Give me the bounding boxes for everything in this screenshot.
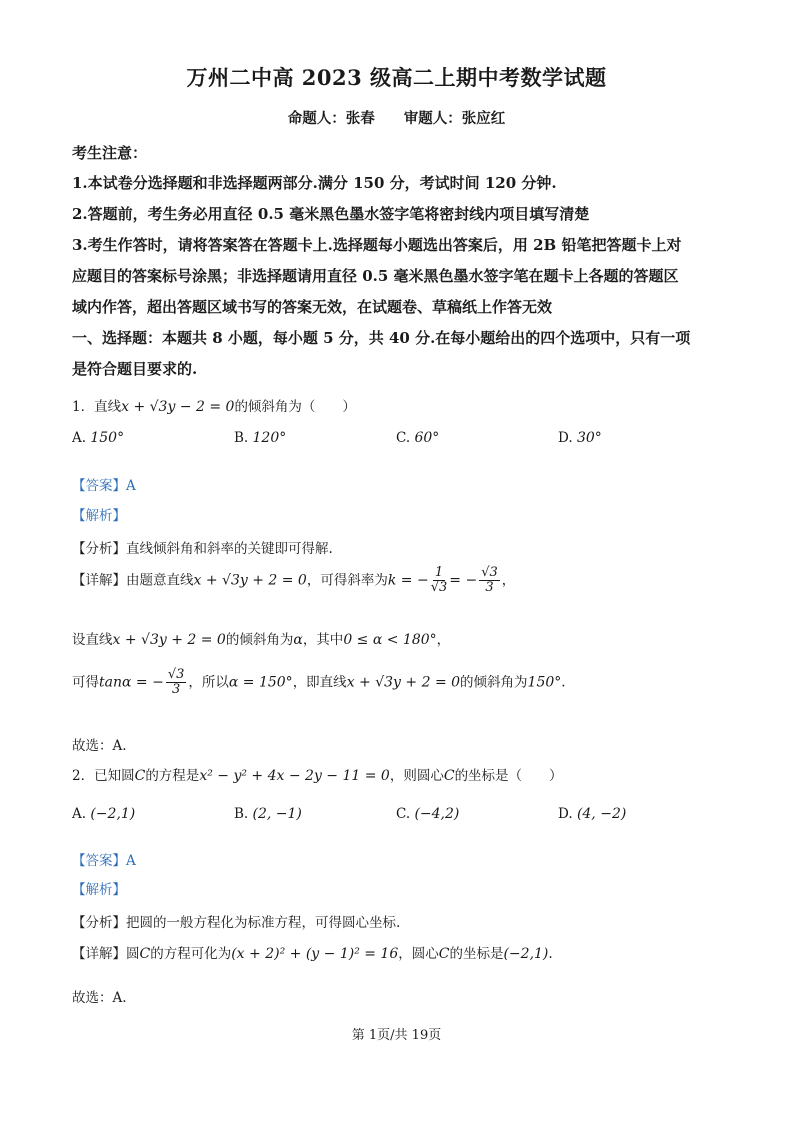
page-footer: 第 1页/共 19页 xyxy=(351,1028,442,1043)
numerator: 1 xyxy=(434,565,444,580)
q2-choice-d xyxy=(558,806,626,822)
q1-choice-d xyxy=(558,430,602,446)
equation: x² − y² + 4x − 2y − 11 = 0 xyxy=(199,768,390,784)
q2-conclusion: 故选：A. xyxy=(72,990,127,1006)
text: 【详解】由题意直线 xyxy=(72,572,194,589)
text: . xyxy=(561,674,566,691)
text: 的坐标是 xyxy=(449,946,504,962)
equation: C xyxy=(443,768,455,784)
text: ，圆心 xyxy=(398,946,439,962)
text: 的方程是 xyxy=(145,768,200,784)
notice-heading: 考生注意： xyxy=(72,144,148,162)
q1-line3 xyxy=(72,668,566,698)
equation: C xyxy=(134,768,146,784)
equation: x + √3y + 2 = 0 xyxy=(346,674,461,691)
notice-line-3b: 应题目的答案标号涂黑；非选择题请用直径 0.5 毫米黑色墨水签字笔在题卡上各题的答题区 xyxy=(72,267,679,285)
fraction xyxy=(431,566,448,596)
q2-choice-a xyxy=(72,806,135,822)
q1-conclusion: 故选：A. xyxy=(72,738,127,754)
numerator: √3 xyxy=(167,667,185,682)
choice-label: D. xyxy=(558,806,573,822)
choice-value: (4, −2) xyxy=(576,806,627,822)
text: . xyxy=(548,946,553,962)
authors-line xyxy=(0,107,793,128)
q2-detail xyxy=(72,942,553,962)
text: ，即直线 xyxy=(292,674,347,691)
q1-line2 xyxy=(72,628,450,648)
choice-label: B. xyxy=(234,430,249,446)
text: ，所以 xyxy=(188,674,229,691)
fraction xyxy=(166,668,187,698)
text: 的坐标是（ ） xyxy=(454,768,563,784)
notice-line-1: 1.本试卷分选择题和非选择题两部分.满分 150 分，考试时间 120 分钟. xyxy=(72,174,557,192)
text: 【详解】圆 xyxy=(72,946,140,962)
text: ，其中 xyxy=(302,632,344,648)
equation: = − xyxy=(449,572,478,589)
choice-label: A. xyxy=(72,806,87,822)
q1-equation: x + √3y − 2 = 0 xyxy=(121,399,235,415)
equation: C xyxy=(438,946,450,962)
q1-analysis: 【分析】直线倾斜角和斜率的关键即可得解. xyxy=(72,541,333,557)
exam-title: 万州二中高 2023 级高二上期中考数学试题 xyxy=(186,65,607,90)
denominator: √3 xyxy=(430,580,448,596)
text: 可得 xyxy=(72,674,99,691)
choice-label: C. xyxy=(396,430,411,446)
numerator: √3 xyxy=(481,565,498,580)
q2-analysis-tag: 【解析】 xyxy=(72,882,126,898)
choice-value: 150° xyxy=(90,430,125,446)
choice-value: (2, −1) xyxy=(252,806,302,822)
equation: C xyxy=(139,946,151,962)
choice-value: (−4,2) xyxy=(414,806,460,822)
denominator: 3 xyxy=(171,682,181,698)
text: ， xyxy=(436,632,451,648)
q1-post: 的倾斜角为（ ） xyxy=(234,399,356,415)
equation: α xyxy=(293,632,303,648)
text: 的倾斜角为 xyxy=(460,674,528,691)
choice-label: B. xyxy=(234,806,249,822)
text: ，可得斜率为 xyxy=(306,572,388,589)
equation: α = 150° xyxy=(228,674,293,691)
notice-line-2: 2.答题前，考生务必用直径 0.5 毫米黑色墨水签字笔将密封线内项目填写清楚 xyxy=(72,205,590,223)
choice-label: D. xyxy=(558,430,573,446)
q2-analysis: 【分析】把圆的一般方程化为标准方程，可得圆心坐标. xyxy=(72,915,401,931)
choice-label: A. xyxy=(72,430,87,446)
q2-choice-b xyxy=(234,806,302,822)
equation: 150° xyxy=(527,674,562,691)
reviewer: 审题人：张应红 xyxy=(403,110,506,127)
fraction xyxy=(479,566,500,596)
q1-detail xyxy=(72,566,515,596)
q1-answer: 【答案】A xyxy=(72,478,136,494)
choice-value: 60° xyxy=(414,430,440,446)
equation: k = − xyxy=(387,572,429,589)
q1-pre: 1．直线 xyxy=(72,399,122,415)
text: 设直线 xyxy=(72,632,113,648)
text: 的倾斜角为 xyxy=(225,632,294,648)
text: ，则圆心 xyxy=(389,768,444,784)
choice-value: 120° xyxy=(252,430,287,446)
q1-choice-c xyxy=(396,430,439,446)
q2-answer: 【答案】A xyxy=(72,853,136,869)
choice-value: 30° xyxy=(576,430,602,446)
q1-analysis-tag: 【解析】 xyxy=(72,508,126,524)
notice-line-3c: 域内作答，超出答题区域书写的答案无效，在试题卷、草稿纸上作答无效 xyxy=(72,298,553,316)
setter: 命题人：张春 xyxy=(287,110,375,127)
equation: x + √3y + 2 = 0 xyxy=(193,572,307,589)
equation: (−2,1) xyxy=(503,946,549,962)
q1-stem xyxy=(72,395,356,415)
text: 2．已知圆 xyxy=(72,768,135,784)
q1-choice-a xyxy=(72,430,124,446)
q2-stem xyxy=(72,764,563,784)
section-heading-1: 一、选择题：本题共 8 小题，每小题 5 分，共 40 分.在每小题给出的四个选项中，只有一项 xyxy=(72,329,691,347)
equation: x + √3y + 2 = 0 xyxy=(112,632,226,648)
text: 的方程可化为 xyxy=(150,946,232,962)
choice-value: (−2,1) xyxy=(90,806,136,822)
q2-choice-c xyxy=(396,806,459,822)
equation: tanα = − xyxy=(99,674,164,691)
text: ， xyxy=(501,572,516,589)
denominator: 3 xyxy=(485,580,494,596)
q1-choice-b xyxy=(234,430,286,446)
equation: 0 ≤ α < 180° xyxy=(343,632,437,648)
choice-label: C. xyxy=(396,806,411,822)
notice-line-3a: 3.考生作答时，请将答案答在答题卡上.选择题每小题选出答案后，用 2B 铅笔把答题卡上对 xyxy=(72,236,682,254)
equation: (x + 2)² + (y − 1)² = 16 xyxy=(231,946,399,962)
section-heading-2: 是符合题目要求的. xyxy=(72,360,198,378)
